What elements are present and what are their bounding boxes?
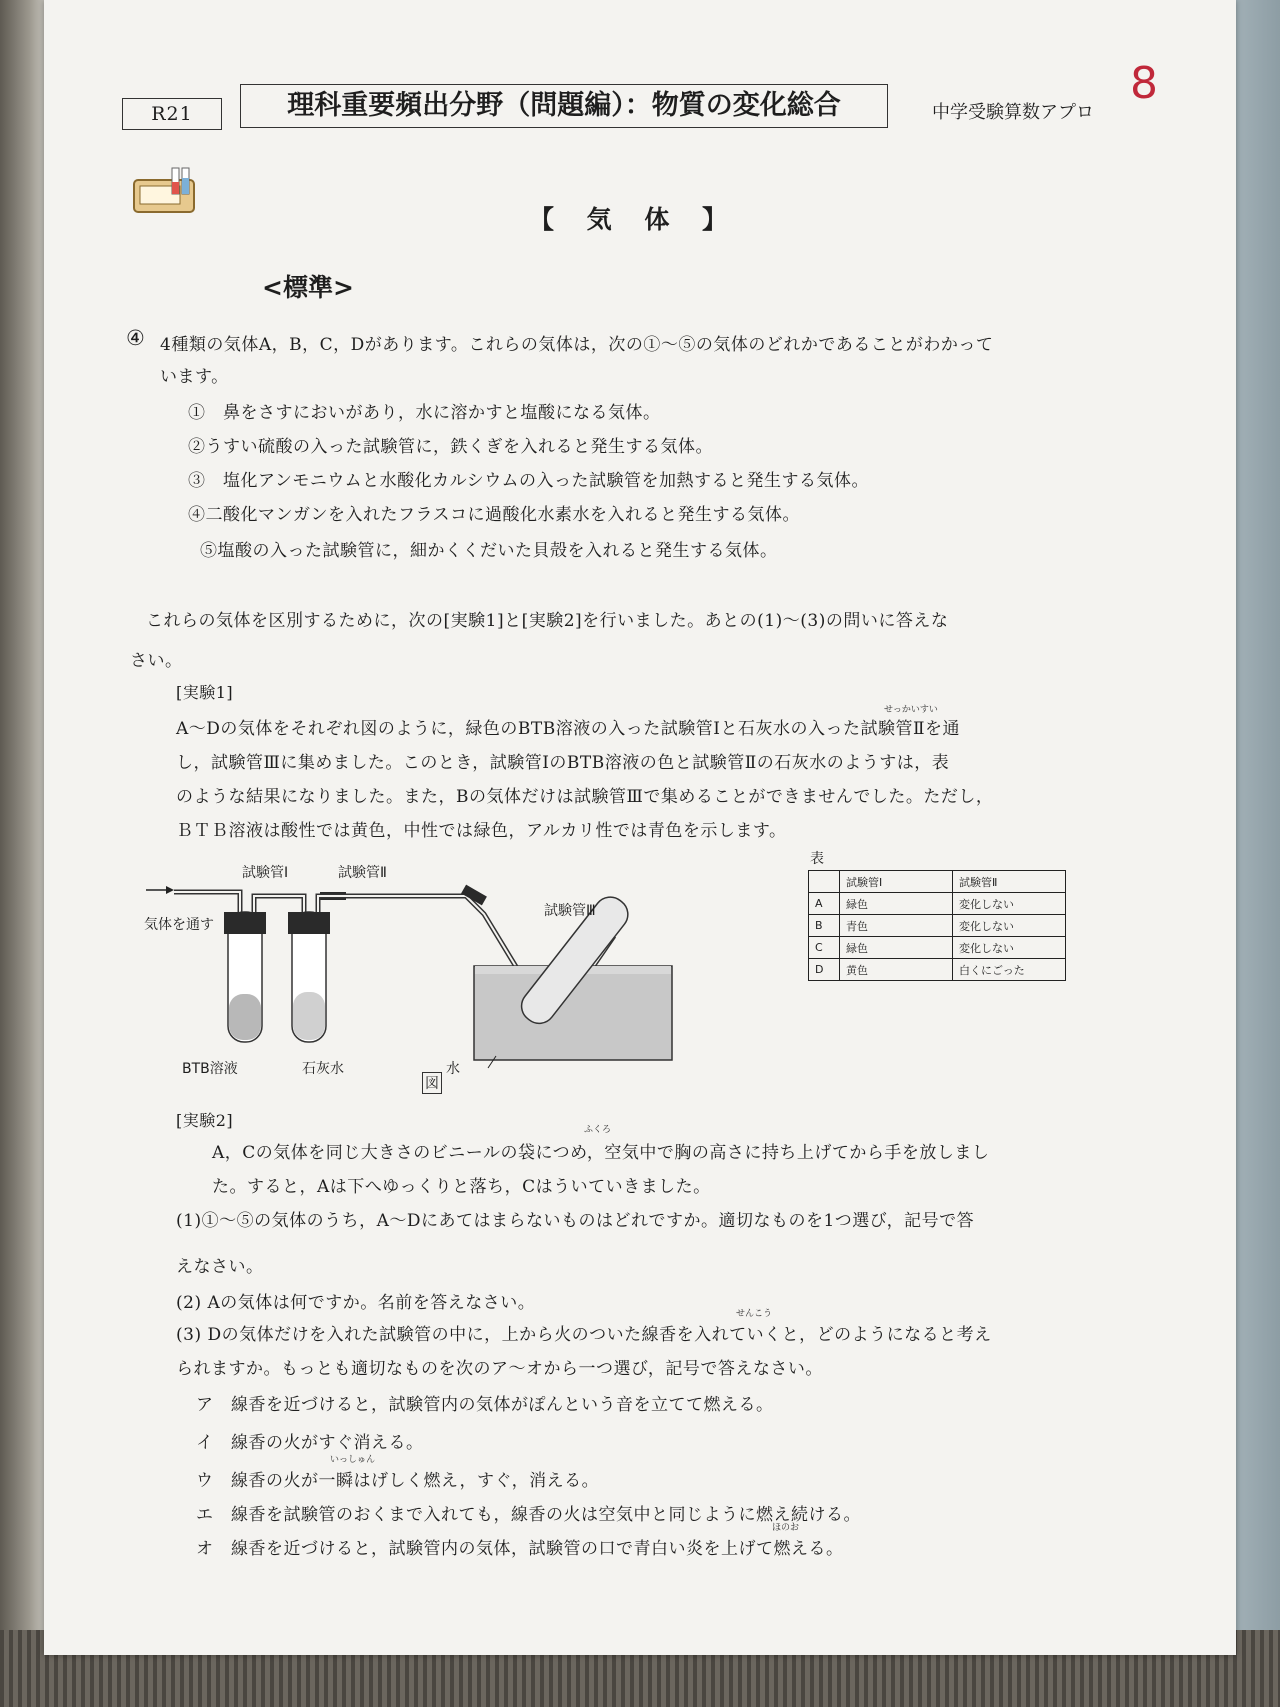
- table-header-tube2: 試験管Ⅱ: [953, 871, 1066, 893]
- ruby-senkou: せんこう: [736, 1309, 773, 1319]
- gas-item-2: ②うすい硫酸の入った試験管に，鉄くぎを入れると発生する気体。: [188, 437, 713, 457]
- experiment1-line-4: ＢＴＢ溶液は酸性では黄色，中性では緑色，アルカリ性では青色を示します。: [176, 821, 787, 841]
- table-header-corner: [809, 871, 840, 893]
- option-u: ウ 線香の火が一瞬はげしく燃え，すぐ，消える。: [196, 1471, 600, 1491]
- question-number: ④: [126, 326, 145, 350]
- option-a: ア 線香を近づけると，試験管内の気体がぽんという音を立てて燃える。: [196, 1395, 774, 1415]
- table-cell: 黄色: [840, 959, 953, 981]
- worksheet-page: [44, 0, 1236, 1655]
- task-line-1: これらの気体を区別するために，次の[実験1]と[実験2]を行いました。あとの(1)～(3)の問いに答えな: [146, 611, 949, 631]
- option-i: イ 線香の火がすぐ消える。: [196, 1433, 424, 1453]
- result-table: [808, 870, 1066, 981]
- table-cell: D: [809, 959, 840, 981]
- gas-item-4: ④二酸化マンガンを入れたフラスコに過酸化水素水を入れると発生する気体。: [188, 505, 800, 525]
- section-heading: 【 気 体 】: [528, 205, 740, 234]
- experiment1-label: [実験1]: [176, 683, 234, 702]
- table-row: [809, 893, 1066, 915]
- label-gas-inlet: 気体を通す: [144, 917, 214, 933]
- option-e: エ 線香を試験管のおくまで入れても，線香の火は空気中と同じように燃え続ける。: [196, 1505, 861, 1525]
- label-tube3: 試験管Ⅲ: [544, 903, 596, 919]
- page-title: 理科重要頻出分野（問題編）：物質の変化総合: [240, 84, 888, 128]
- ruby-fukuro: ふくろ: [584, 1125, 612, 1135]
- label-limewater: 石灰水: [302, 1061, 344, 1077]
- table-cell: B: [809, 915, 840, 937]
- table-cell: 緑色: [840, 893, 953, 915]
- table-header-row: [809, 871, 1066, 893]
- table-row: [809, 937, 1066, 959]
- label-tube2: 試験管Ⅱ: [338, 865, 387, 881]
- label-tube1: 試験管Ⅰ: [242, 865, 289, 881]
- table-row: [809, 959, 1066, 981]
- experiment1-line-3: のような結果になりました。また，Bの気体だけは試験管Ⅲで集めることができませんでした。ただし，: [176, 787, 994, 807]
- ruby-honoo: ほのお: [772, 1523, 800, 1533]
- experiment2-line-2: た。すると，Aは下へゆっくりと落ち，Cはういていきました。: [212, 1177, 711, 1197]
- unit-tag: R21: [122, 98, 222, 130]
- option-o: オ 線香を近づけると，試験管内の気体，試験管の口で青白い炎を上げて燃える。: [196, 1539, 844, 1559]
- question1-line-2: えなさい。: [176, 1257, 264, 1277]
- intro-line-1: 4種類の気体A，B，C，Dがあります。これらの気体は，次の①～⑤の気体のどれかであることがわかって: [160, 335, 994, 355]
- publisher-name: 中学受験算数アプロ: [932, 102, 1094, 123]
- gas-item-5: ⑤塩酸の入った試験管に，細かくくだいた貝殻を入れると発生する気体。: [200, 541, 778, 561]
- experiment2-line-1: A，Cの気体を同じ大きさのビニールの袋につめ，空気中で胸の高さに持ち上げてから手を放しまし: [212, 1143, 990, 1163]
- label-btb: BTB溶液: [182, 1061, 238, 1077]
- question3-line-2: られますか。もっとも適切なものを次のア～オから一つ選び，記号で答えなさい。: [176, 1359, 823, 1379]
- table-cell: 変化しない: [953, 893, 1066, 915]
- difficulty-level: <標準>: [262, 273, 354, 302]
- table-cell: A: [809, 893, 840, 915]
- table-cell: 青色: [840, 915, 953, 937]
- ruby-sekkai: せっかいすい: [884, 705, 938, 715]
- label-water: 水: [446, 1061, 460, 1077]
- experiment1-line-2: し，試験管Ⅲに集めました。このとき，試験管ⅠのBTB溶液の色と試験管Ⅱの石灰水のようすは，表: [176, 753, 950, 773]
- task-line-2: さい。: [130, 651, 183, 671]
- apparatus-diagram: [144, 856, 684, 1086]
- table-caption: 表: [810, 851, 824, 867]
- question3-line-1: (3) Dの気体だけを入れた試験管の中に，上から火のついた線香を入れていくと，どのようになると考え: [176, 1325, 992, 1345]
- table-header-tube1: 試験管Ⅰ: [840, 871, 953, 893]
- ruby-isshun: いっしゅん: [330, 1455, 376, 1465]
- gas-item-1: ① 鼻をさすにおいがあり，水に溶かすと塩酸になる気体。: [188, 403, 661, 423]
- intro-line-2: います。: [160, 367, 229, 387]
- table-cell: 変化しない: [953, 937, 1066, 959]
- experiment2-label: [実験2]: [176, 1111, 234, 1130]
- experiment1-line-1: A～Dの気体をそれぞれ図のように，緑色のBTB溶液の入った試験管Ⅰと石灰水の入った試験管Ⅱを通: [176, 719, 960, 739]
- table-cell: 緑色: [840, 937, 953, 959]
- table-cell: 白くにごった: [953, 959, 1066, 981]
- table-cell: C: [809, 937, 840, 959]
- question1-line-1: (1)①～⑤の気体のうち，A～Dにあてはまらないものはどれですか。適切なものを1つ選び，記号で答: [176, 1211, 975, 1231]
- question2: (2) Aの気体は何ですか。名前を答えなさい。: [176, 1293, 536, 1313]
- figure-caption: 図: [422, 1072, 442, 1094]
- table-row: [809, 915, 1066, 937]
- test-tube-rack-icon: [132, 166, 196, 216]
- handwritten-page-number: 8: [1130, 58, 1158, 109]
- table-cell: 変化しない: [953, 915, 1066, 937]
- gas-item-3: ③ 塩化アンモニウムと水酸化カルシウムの入った試験管を加熱すると発生する気体。: [188, 471, 870, 491]
